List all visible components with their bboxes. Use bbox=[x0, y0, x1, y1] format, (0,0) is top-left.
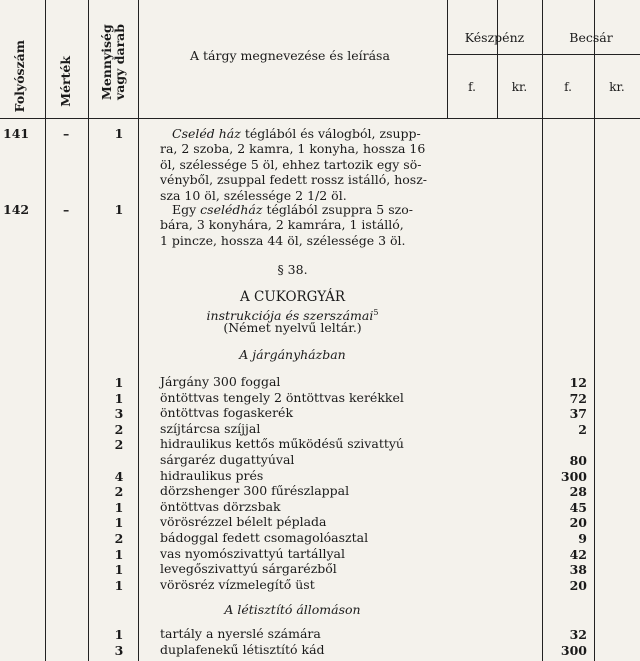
entry-line bbox=[160, 126, 472, 141]
item-text: hidraulikus prés bbox=[160, 467, 264, 483]
entry-line: 1 pincze, hossza 44 öl, szélessége 3 öl. bbox=[160, 232, 406, 248]
group-heading bbox=[138, 347, 447, 363]
item-text: sárgaréz dugattyúval bbox=[160, 452, 295, 467]
item-price: 72 bbox=[569, 390, 587, 406]
group-heading-text: A járgányházban bbox=[239, 347, 346, 362]
rule-subheader bbox=[447, 54, 640, 55]
subheader-kr-2: kr. bbox=[609, 80, 625, 94]
item-qty: 1 bbox=[114, 627, 124, 642]
footnote-mark: 5 bbox=[373, 308, 379, 317]
item-text: öntöttvas fogaskerék bbox=[160, 405, 294, 421]
item-price: 300 bbox=[560, 468, 587, 484]
rule-header-bottom bbox=[0, 118, 640, 119]
item-price: 37 bbox=[569, 406, 587, 422]
section-note: (Német nyelvű leltár.) bbox=[223, 320, 362, 335]
entry-number: 141 bbox=[3, 126, 30, 141]
item-price: 42 bbox=[569, 546, 587, 562]
section-subtitle: instrukciója és szerszámai bbox=[206, 308, 374, 324]
item-price: 20 bbox=[569, 515, 587, 531]
rule-col-4 bbox=[447, 0, 448, 118]
entry-measure: – bbox=[63, 202, 70, 217]
entry-description bbox=[160, 126, 472, 203]
item-qty: 2 bbox=[114, 531, 124, 546]
item-qty: 4 bbox=[114, 468, 124, 484]
item-price: 9 bbox=[578, 531, 587, 546]
group-heading bbox=[138, 602, 447, 618]
item-text: hidraulikus kettős működésű szivattyú bbox=[160, 436, 404, 452]
subheader-f-1: f. bbox=[468, 80, 476, 94]
group-heading-text: A létisztító állomáson bbox=[224, 602, 361, 617]
item-price: 80 bbox=[569, 453, 587, 468]
item-qty: 1 bbox=[114, 577, 124, 593]
entry-pre: Egy bbox=[172, 202, 201, 217]
item-text: tartály a nyerslé számára bbox=[160, 626, 321, 641]
item-text: öntöttvas dörzsbak bbox=[160, 498, 281, 514]
item-text: Járgány 300 foggal bbox=[160, 374, 281, 389]
entry-text: téglából és válogból, zsupp- bbox=[240, 126, 421, 141]
rule-col-5 bbox=[497, 0, 498, 118]
item-text: öntöttvas tengely 2 öntöttvas kerékkel bbox=[160, 389, 404, 405]
item-price: 32 bbox=[569, 627, 587, 642]
item-qty: 2 bbox=[114, 437, 124, 453]
entry-measure: – bbox=[63, 126, 70, 141]
section-mark: § 38. bbox=[277, 262, 308, 277]
entry-italic: Cseléd ház bbox=[172, 126, 241, 141]
item-text: vörösréz vízmelegítő üst bbox=[160, 576, 315, 592]
item-text: dörzshenger 300 fűrészlappal bbox=[160, 483, 350, 499]
item-qty: 1 bbox=[114, 562, 124, 578]
item-price: 300 bbox=[560, 642, 587, 658]
item-price: 12 bbox=[569, 375, 587, 390]
item-text: duplafenekű létisztító kád bbox=[160, 641, 325, 657]
item-text: vörösrézzel bélelt péplada bbox=[160, 514, 327, 530]
header-mennyiseg-line2: vagy darab bbox=[112, 24, 128, 100]
entry-italic: cselédház bbox=[200, 202, 263, 217]
entry-line: bára, 3 konyhára, 2 kamrára, 1 istálló, bbox=[160, 217, 404, 233]
header-targy: A tárgy megnevezése és leírása bbox=[190, 48, 390, 63]
entry-number: 142 bbox=[3, 202, 30, 217]
entry-qty: 1 bbox=[114, 126, 124, 141]
item-price: 45 bbox=[569, 499, 587, 515]
item-text: bádoggal fedett csomagolóasztal bbox=[160, 530, 369, 545]
item-qty: 1 bbox=[114, 546, 124, 562]
entry-qty: 1 bbox=[114, 202, 124, 217]
header-becsar: Becsár bbox=[569, 30, 613, 45]
rule-col-1 bbox=[45, 0, 46, 661]
item-qty: 1 bbox=[114, 515, 124, 531]
subheader-kr-1: kr. bbox=[511, 80, 528, 94]
rule-col-7 bbox=[594, 0, 595, 661]
rule-col-2 bbox=[88, 0, 89, 661]
header-mennyiseg bbox=[100, 24, 126, 100]
entry-line: ra, 2 szoba, 2 kamra, 1 konyha, hossza 16 bbox=[160, 141, 426, 157]
item-price: 28 bbox=[569, 484, 587, 500]
item-qty: 1 bbox=[114, 499, 124, 515]
entry-line: öl, szélessége 5 öl, ehhez tartozik egy sö- bbox=[160, 156, 422, 172]
entry-line: sza 10 öl, szélessége 2 1/2 öl. bbox=[160, 187, 347, 203]
entry-text: téglából zsuppra 5 szo- bbox=[262, 202, 413, 217]
item-qty: 2 bbox=[114, 421, 124, 437]
item-qty: 1 bbox=[114, 375, 124, 390]
item-price: 38 bbox=[569, 562, 587, 578]
header-mertek: Mérték bbox=[58, 56, 73, 107]
header-mennyiseg-line1: Mennyiség bbox=[99, 24, 114, 100]
item-qty: 2 bbox=[114, 484, 124, 500]
item-price: 20 bbox=[569, 577, 587, 593]
entry-description bbox=[160, 202, 472, 248]
header-folyoszam: Folyószám bbox=[12, 40, 27, 113]
item-text: levegőszivattyú sárgarézből bbox=[160, 561, 337, 577]
section-title: A CUKORGYÁR bbox=[239, 289, 346, 305]
entry-line: vényből, zsuppal fedett rossz istálló, hosz- bbox=[160, 172, 428, 188]
item-qty: 3 bbox=[114, 406, 124, 422]
header-keszpenz: Készpénz bbox=[464, 30, 525, 45]
entry-line bbox=[160, 202, 472, 217]
rule-col-6 bbox=[542, 0, 543, 661]
subheader-f-2: f. bbox=[564, 80, 572, 94]
item-text: szíjtárcsa szíjjal bbox=[160, 420, 261, 436]
item-price: 2 bbox=[578, 421, 587, 437]
item-qty: 1 bbox=[114, 390, 124, 406]
item-text: vas nyomószivattyú tartállyal bbox=[160, 545, 345, 561]
item-qty: 3 bbox=[114, 642, 124, 658]
